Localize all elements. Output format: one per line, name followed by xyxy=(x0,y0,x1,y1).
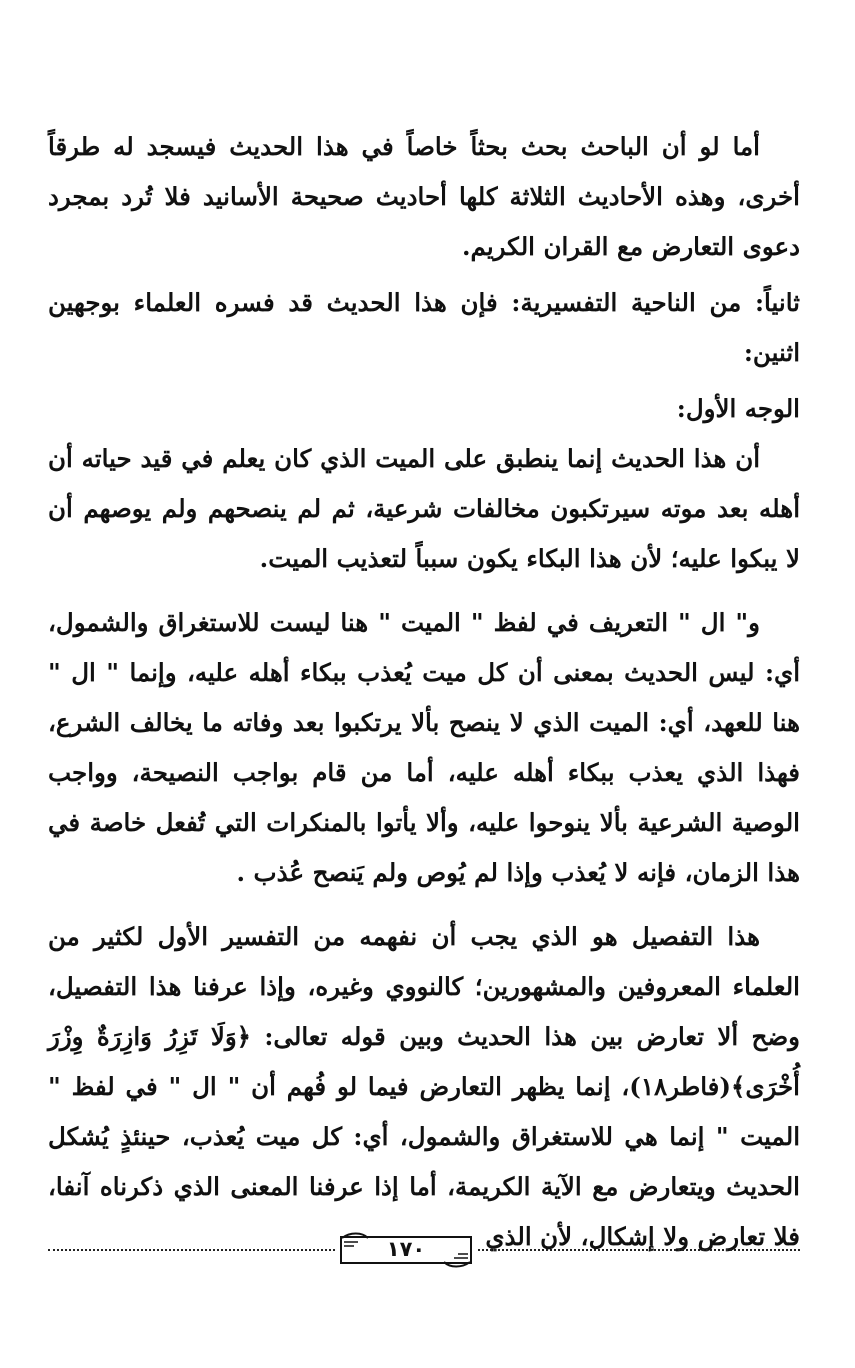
paragraph-first-view: أن هذا الحديث إنما ينطبق على الميت الذي كان يعلم في قيد حياته أن أهله بعد موته سيرتكبون مخالفات شرعية، ثم لم ينصحهم ولم يوصهم أن لا يبكوا عليه؛ لأن هذا البكاء يكون سبباً لتعذيب الميت. xyxy=(48,444,800,573)
section-heading-first-view: الوجه الأول: xyxy=(676,394,800,423)
page-number: ١٧٠ xyxy=(386,1237,426,1261)
paragraph-detail: هذا التفصيل هو الذي يجب أن نفهمه من التفسير الأول لكثير من العلماء المعروفين والمشهورين؛ كالنووي وغيره، وإذا عرفنا هذا التفصيل، وضح ألا تعارض بين هذا الحديث وبين قوله تعالى: ﴿وَلَا تَزِرُ وَازِرَةٌ وِزْرَ أُخْرَى﴾(فاطر١٨)، إنما يظهر التعارض فيما لو فُهم أن " ال " في لفظ " الميت " إنما هي للاستغراق والشمول، أي: كل ميت يُعذب، حينئذٍ يُشكل الحديث ويتعارض مع الآية الكريمة، أما إذا عرفنا المعنى الذي ذكرناه آنفا، فلا تعارض ولا إشكال، لأن الذي xyxy=(48,922,800,1251)
paragraph-definite-article: و" ال " التعريف في لفظ " الميت " هنا ليست للاستغراق والشمول، أي: ليس الحديث بمعنى أن كل ميت يُعذب ببكاء أهله عليه، وإنما " ال " هنا للعهد، أي: الميت الذي لا ينصح بألا يرتكبوا بعد وفاته ما يخالف الشرع، فهذا الذي يعذب ببكاء أهله عليه، أما من قام بواجب النصيحة، وواجب الوصية الشرعية بألا ينوحوا عليه، وألا يأتوا بالمنكرات التي تُفعل خاصة في هذا الزمان، فإنه لا يُعذب وإذا لم يُوص ولم يَنصح عُذب . xyxy=(48,608,800,887)
paragraph-research: أما لو أن الباحث بحث بحثاً خاصاً في هذا الحديث فيسجد له طرقاً أخرى، وهذه الأحاديث الثلاثة كلها أحاديث صحيحة الأسانيد فلا تُرد بمجرد دعوى التعارض مع القران الكريم. xyxy=(48,132,800,261)
paragraph-second-aspect: ثانياً: من الناحية التفسيرية: فإن هذا الحديث قد فسره العلماء بوجهين اثنين: xyxy=(48,288,800,367)
page-body xyxy=(48,122,800,1262)
footer-divider-left xyxy=(48,1249,335,1251)
footer-divider-right xyxy=(478,1249,800,1251)
